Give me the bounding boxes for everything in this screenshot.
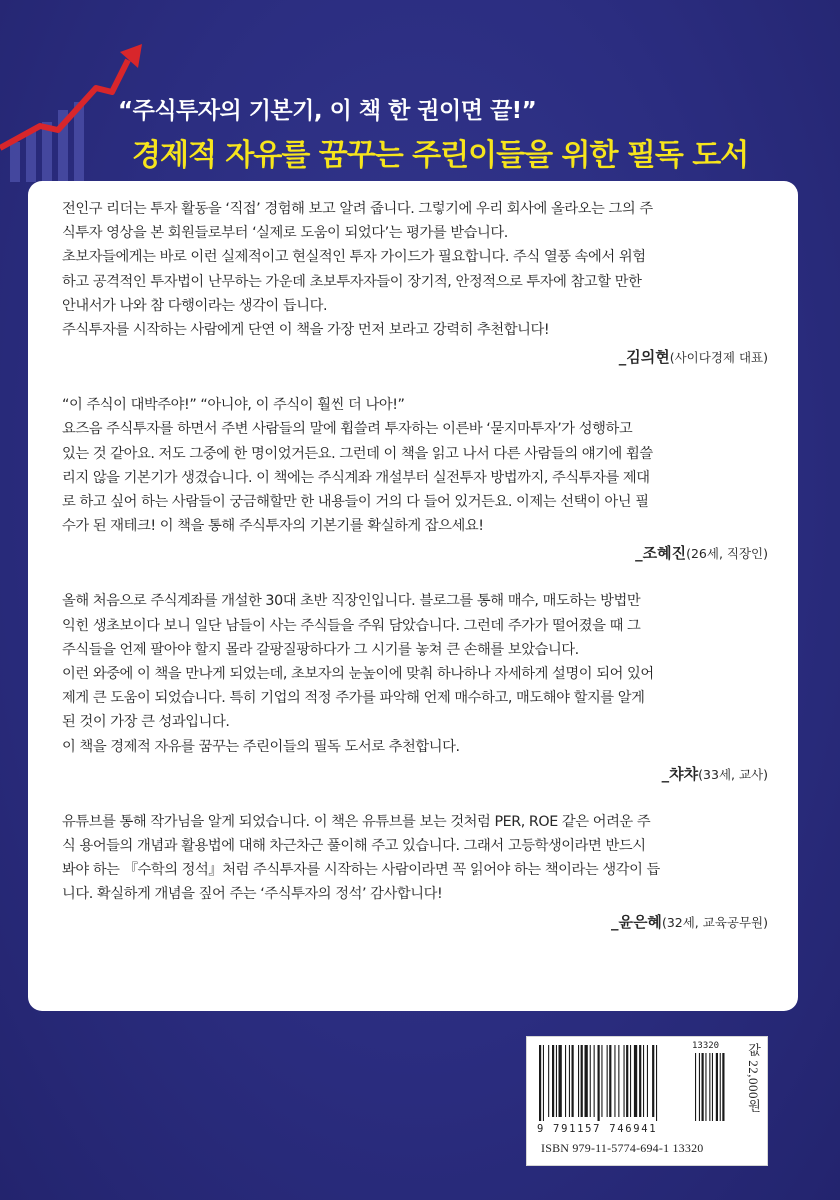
review-signature: [62, 761, 780, 788]
headline-quote: “주식투자의 기본기, 이 책 한 권이면 끝!”: [118, 98, 537, 124]
barcode-addon-number: 13320: [692, 1041, 720, 1051]
review-line: 식 용어들의 개념과 활용법에 대해 차근차근 풀이해 주고 있습니다. 그래서 고등학생이라면 반드시: [62, 838, 646, 855]
reviewer-detail: (32세, 교육공무원): [661, 914, 768, 930]
review-signature: [62, 909, 780, 936]
review-line: 요즈음 주식투자를 하면서 주변 사람들의 말에 휩쓸려 투자하는 이른바 ‘묻지마투자’가 성행하고: [62, 421, 633, 438]
review-line: 안내서가 나와 참 다행이라는 생각이 듭니다.: [62, 297, 328, 314]
review-line: 니다. 확실하게 개념을 짚어 주는 ‘주식투자의 정석’ 감사합니다!: [62, 886, 443, 903]
review-line: 이런 와중에 이 책을 만나게 되었는데, 초보자의 눈높이에 맞춰 하나하나 자세하게 설명이 되어 있어: [62, 666, 654, 683]
review-line: 전인구 리더는 투자 활동을 ‘직접’ 경험해 보고 알려 줍니다. 그렇기에 우리 회사에 올라오는 그의 주: [62, 201, 653, 217]
reviewer-name: _김의현: [618, 348, 670, 367]
reviewer-name: _조혜진: [635, 544, 687, 563]
review-line: 초보자들에게는 바로 이런 실제적이고 현실적인 투자 가이드가 필요합니다. 주식 열풍 속에서 위험: [62, 249, 646, 266]
reviewer-detail: (33세, 교사): [698, 766, 768, 782]
reviewer-detail: (26세, 직장인): [686, 546, 768, 562]
review-line: 주식투자를 시작하는 사람에게 단연 이 책을 가장 먼저 보라고 강력히 추천합니다!: [62, 322, 550, 339]
review-block: [62, 589, 780, 787]
review-line: 있는 것 같아요. 저도 그중에 한 명이었거든요. 그런데 이 책을 읽고 나서 다른 사람들의 얘기에 휩쓸: [62, 445, 653, 462]
review-block: [62, 393, 780, 567]
barcode-image: [537, 1045, 732, 1123]
price-label: 값 22,000원: [746, 1043, 761, 1113]
review-line: 주식들을 언제 팔아야 할지 몰라 갈팡질팡하다가 그 시기를 놓쳐 큰 손해를 보았습니다.: [62, 641, 579, 658]
review-line: “이 주식이 대박주야!” “아니야, 이 주식이 훨씬 더 나아!”: [62, 397, 405, 414]
review-line: 된 것이 가장 큰 성과입니다.: [62, 714, 230, 731]
review-line: 익힌 생초보이다 보니 일단 남들이 사는 주식들을 주워 담았습니다. 그런데 주가가 떨어졌을 때 그: [62, 617, 641, 634]
review-line: 제게 큰 도움이 되었습니다. 특히 기업의 적정 주가를 파악해 언제 매수하고, 매도해야 할지를 알게: [62, 690, 645, 707]
reviewer-name: _윤은혜: [610, 912, 662, 931]
review-line: 봐야 하는 『수학의 정석』처럼 주식투자를 시작하는 사람이라면 꼭 읽어야 하는 책이라는 생각이 듭: [62, 862, 660, 879]
reviewer-name: _챠챠: [661, 764, 699, 783]
review-line: 올해 처음으로 주식계좌를 개설한 30대 초반 직장인입니다. 블로그를 통해 매수, 매도하는 방법만: [62, 593, 641, 610]
review-block: [62, 197, 780, 371]
barcode-digits: 9 791157 746941: [537, 1123, 658, 1135]
reviewer-detail: (사이다경제 대표): [669, 350, 768, 366]
review-line: 로 하고 싶어 하는 사람들이 궁금해할만 한 내용들이 거의 다 들어 있거든요. 이제는 선택이 아닌 필: [62, 494, 649, 511]
review-line: 하고 공격적인 투자법이 난무하는 가운데 초보투자자들이 장기적, 안정적으로 투자에 참고할 만한: [62, 273, 642, 290]
review-line: 유튜브를 통해 작가님을 알게 되었습니다. 이 책은 유튜브를 보는 것처럼 PER, ROE 같은 어려운 주: [62, 813, 651, 830]
review-block: [62, 810, 780, 936]
review-signature: [62, 540, 780, 567]
isbn-number: ISBN 979-11-5774-694-1 13320: [541, 1141, 704, 1155]
review-signature: [62, 344, 780, 371]
review-line: 식투자 영상을 본 회원들로부터 ‘실제로 도움이 되었다’는 평가를 받습니다.: [62, 225, 508, 242]
review-line: 이 책을 경제적 자유를 꿈꾸는 주린이들의 필독 도서로 추천합니다.: [62, 738, 460, 755]
review-line: 수가 된 재테크! 이 책을 통해 주식투자의 기본기를 확실하게 잡으세요!: [62, 518, 484, 535]
isbn-barcode-box: [526, 1036, 768, 1166]
headline-tagline: 경제적 자유를 꿈꾸는 주린이들을 위한 필독 도서: [132, 138, 749, 173]
reviews-panel: [28, 181, 798, 1011]
review-line: 리지 않을 기본기가 생겼습니다. 이 책에는 주식계좌 개설부터 실전투자 방법까지, 주식투자를 제대: [62, 469, 650, 486]
